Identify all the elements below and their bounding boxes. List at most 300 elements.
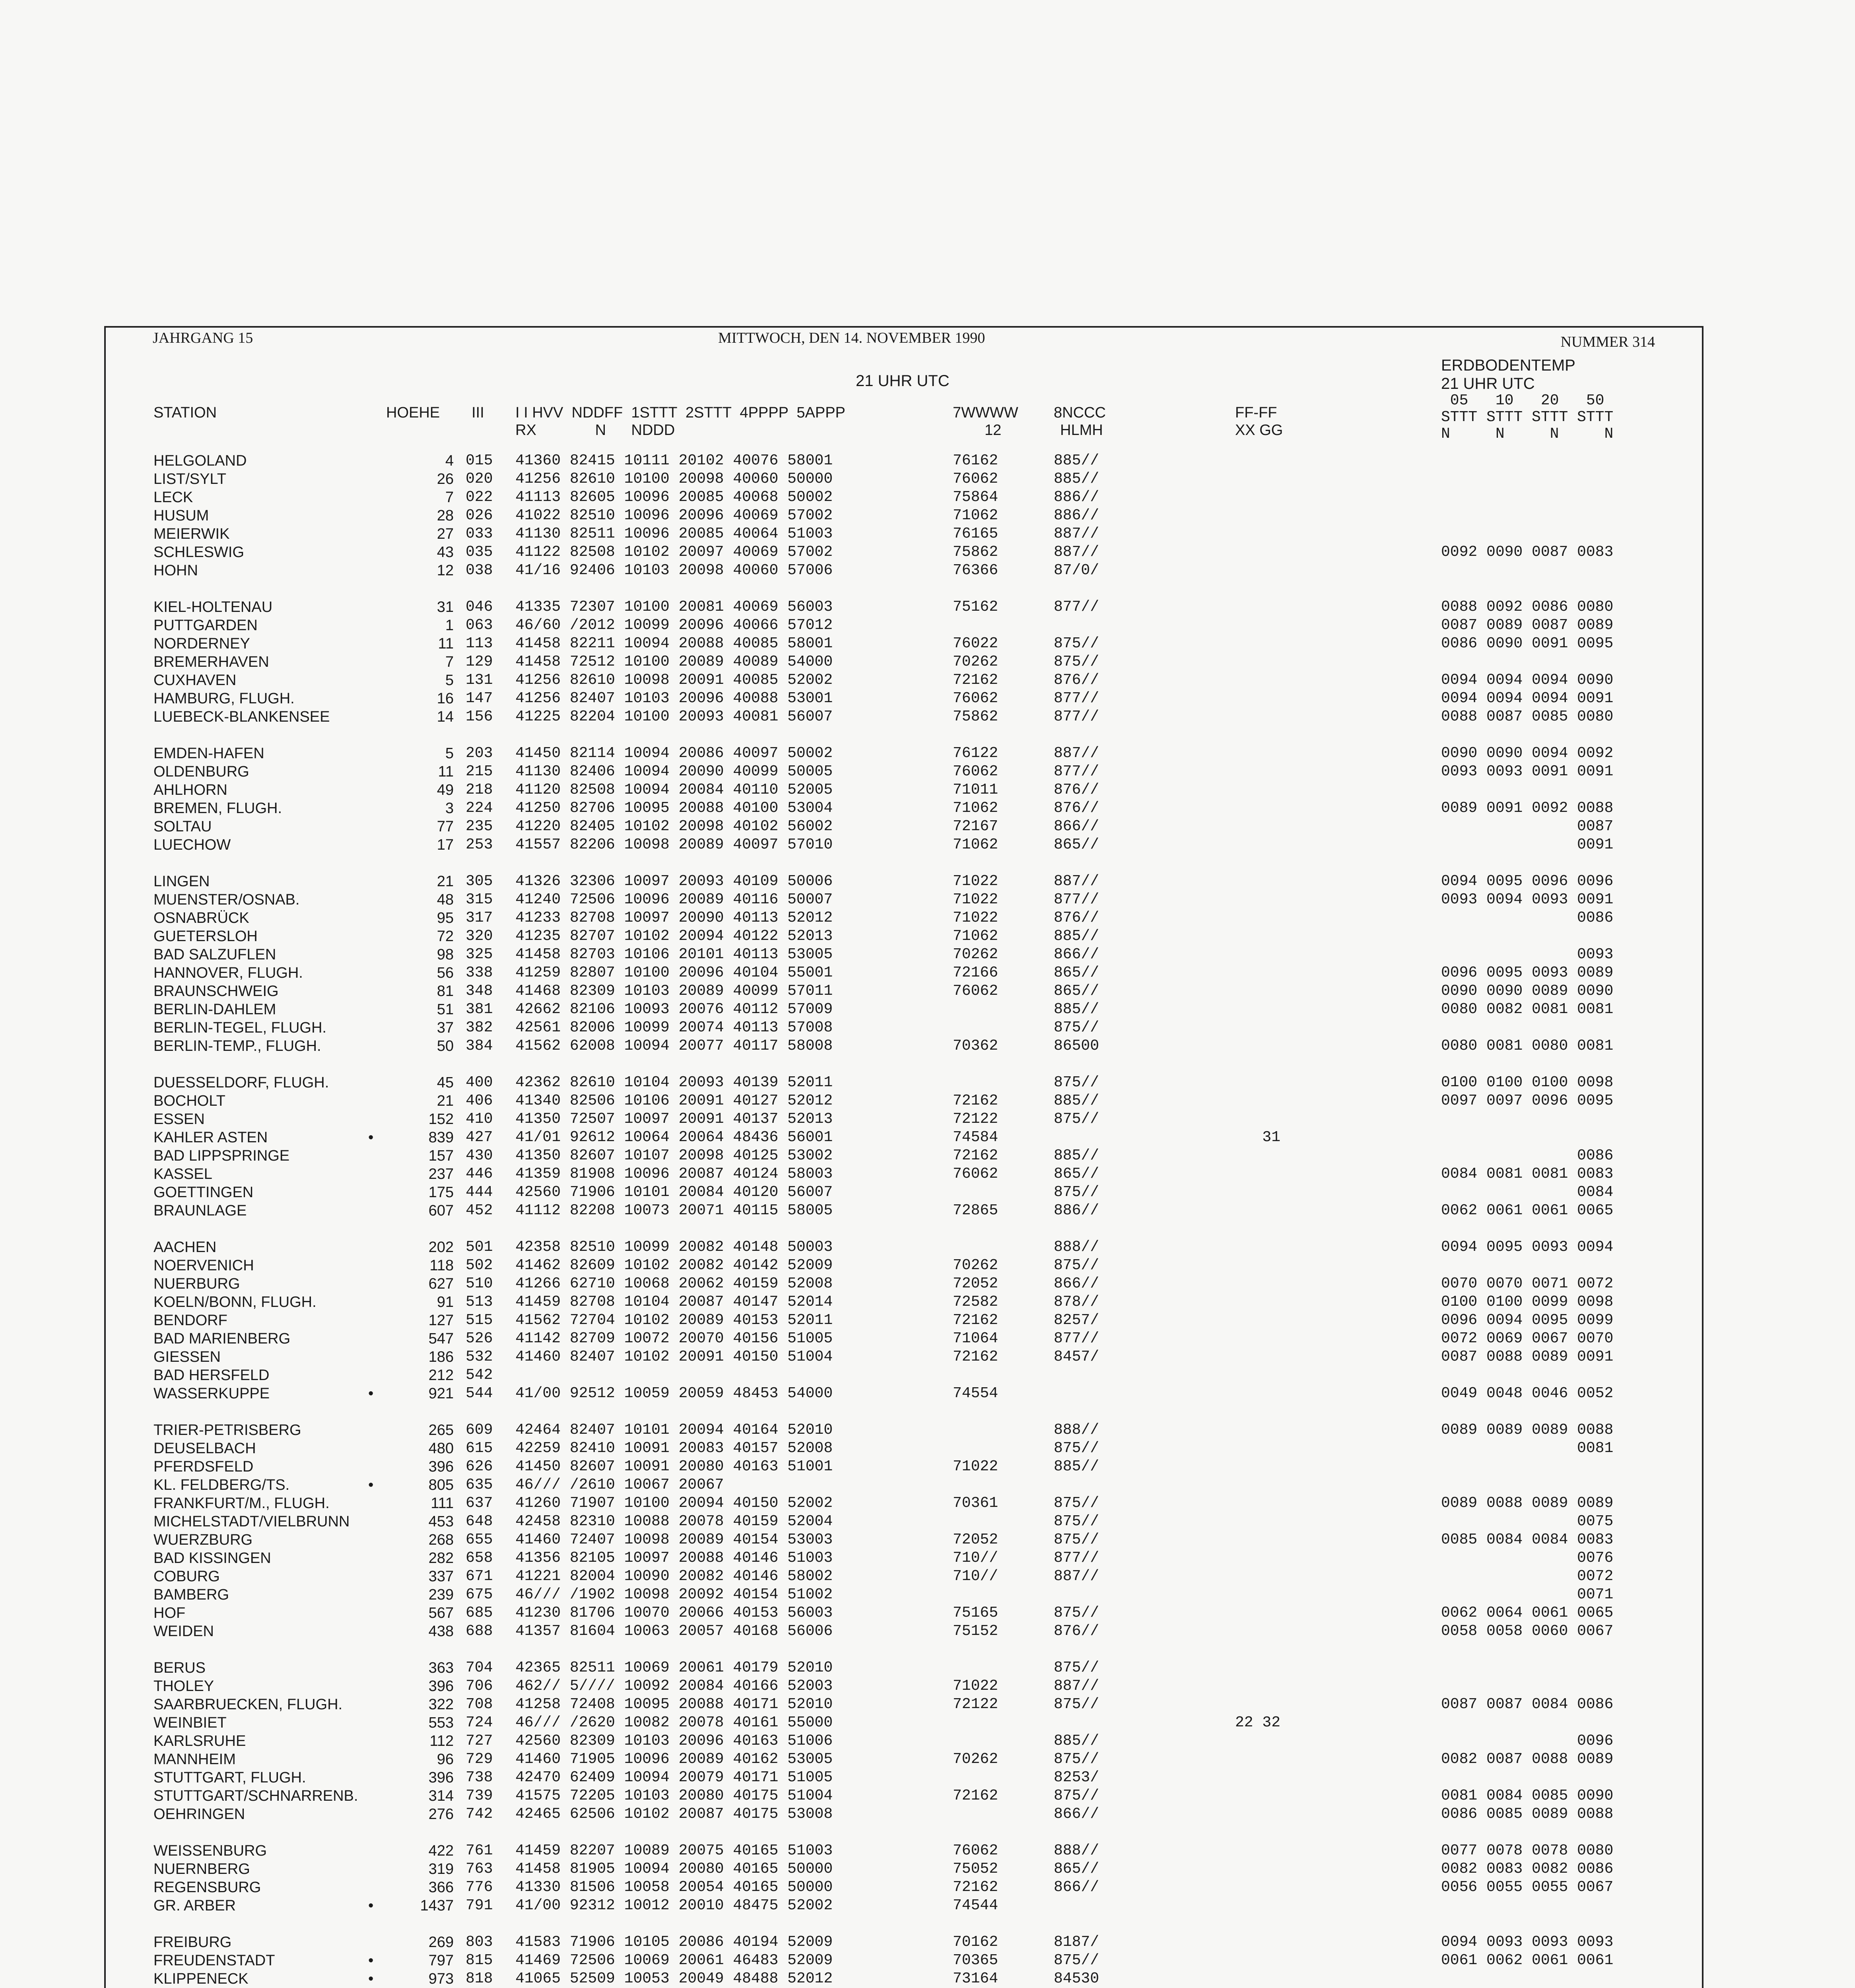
synop-groups: 41340 82506 10106 20091 40127 52012 <box>515 1092 833 1109</box>
weather-group: 70262 <box>953 1257 998 1274</box>
table-row <box>106 1567 1702 1586</box>
station-id: 635 <box>466 1476 493 1493</box>
station-height: 56 <box>437 965 454 981</box>
col-iii: III <box>472 404 484 421</box>
weather-group: 70361 <box>953 1495 998 1512</box>
wind-gusts: 22 32 <box>1235 1714 1281 1731</box>
station-height: 239 <box>428 1586 454 1603</box>
station-name: BAD SALZUFLEN <box>153 946 276 963</box>
cloud-group: 875// <box>1054 1110 1099 1128</box>
cloud-group: 8457/ <box>1054 1348 1099 1365</box>
mountain-marker: • <box>368 1897 374 1914</box>
synop-groups: 42560 82309 10103 20096 40163 51006 <box>515 1732 833 1749</box>
cloud-group: 875// <box>1054 1696 1099 1713</box>
weather-group: 76062 <box>953 1165 998 1182</box>
station-id: 020 <box>466 470 493 487</box>
soil-temps: 0082 0087 0088 0089 <box>1441 1751 1614 1768</box>
weather-group: 71064 <box>953 1330 998 1347</box>
station-id: 742 <box>466 1806 493 1823</box>
cloud-group: 875// <box>1054 1074 1099 1091</box>
station-id: 338 <box>466 964 493 981</box>
table-row <box>106 507 1702 525</box>
soil-temps: 0094 0094 0094 0090 <box>1441 672 1614 689</box>
station-name: SOLTAU <box>153 818 212 835</box>
station-id: 615 <box>466 1440 493 1457</box>
station-id: 156 <box>466 708 493 725</box>
soil-temps: 0087 0089 0087 0089 <box>1441 617 1614 634</box>
station-height: 396 <box>428 1769 454 1786</box>
soil-temps: 0090 0090 0094 0092 <box>1441 745 1614 762</box>
synop-groups: 46/// /1902 10098 20092 40154 51002 <box>515 1586 833 1603</box>
table-row <box>106 1878 1702 1897</box>
table-row <box>106 927 1702 945</box>
weather-group: 72162 <box>953 672 998 689</box>
table-row <box>106 1732 1702 1750</box>
station-height: 31 <box>437 599 454 615</box>
station-id: 706 <box>466 1677 493 1695</box>
station-height: 322 <box>428 1696 454 1713</box>
cloud-group: 866// <box>1054 946 1099 963</box>
cloud-group: 887// <box>1054 1568 1099 1585</box>
station-id: 502 <box>466 1257 493 1274</box>
station-name: PFERDSFELD <box>153 1458 254 1475</box>
station-id: 708 <box>466 1696 493 1713</box>
table-row <box>106 1458 1702 1476</box>
station-name: GR. ARBER <box>153 1897 236 1914</box>
station-height: 72 <box>437 928 454 945</box>
soil-temps: 0090 0090 0089 0090 <box>1441 982 1614 1000</box>
station-name: LECK <box>153 489 193 506</box>
station-height: 95 <box>437 910 454 926</box>
synop-groups: 41459 82708 10104 20087 40147 52014 <box>515 1293 833 1310</box>
soil-temps: 0097 0097 0096 0095 <box>1441 1092 1614 1109</box>
table-row <box>106 525 1702 543</box>
station-name: LIST/SYLT <box>153 471 227 487</box>
station-name: GIESSEN <box>153 1349 221 1365</box>
station-id: 818 <box>466 1970 493 1987</box>
soil-temps: 0056 0055 0055 0067 <box>1441 1879 1614 1896</box>
soil-temps: 0089 0091 0092 0088 <box>1441 800 1614 817</box>
station-name: KARLSRUHE <box>153 1733 246 1749</box>
weather-group: 72582 <box>953 1293 998 1310</box>
soil-temps: 0096 0094 0095 0099 <box>1441 1312 1614 1329</box>
synop-groups: 41458 82703 10106 20101 40113 53005 <box>515 946 833 963</box>
cloud-group: 875// <box>1054 1952 1099 1969</box>
synop-groups: 41256 82610 10098 20091 40085 52002 <box>515 672 833 689</box>
cloud-group: 876// <box>1054 1623 1099 1640</box>
synop-groups: 41225 82204 10100 20093 40081 56007 <box>515 708 833 725</box>
cloud-group: 885// <box>1054 1732 1099 1749</box>
station-name: BERUS <box>153 1660 206 1676</box>
synop-groups: 462// 5//// 10092 20084 40166 52003 <box>515 1677 833 1695</box>
soil-temps: 0070 0070 0071 0072 <box>1441 1275 1614 1292</box>
table-row <box>106 1037 1702 1055</box>
synop-groups: 42464 82407 10101 20094 40164 52010 <box>515 1421 833 1439</box>
station-id: 215 <box>466 763 493 780</box>
station-id: 147 <box>466 690 493 707</box>
col-wwww-sub: 12 <box>985 422 1002 439</box>
station-name: KLIPPENECK <box>153 1971 249 1987</box>
synop-groups: 41220 82405 10102 20098 40102 56002 <box>515 818 833 835</box>
soil-temps: 0086 <box>1441 909 1614 926</box>
synop-groups: 41450 82607 10091 20080 40163 51001 <box>515 1458 833 1475</box>
table-row <box>106 635 1702 653</box>
report-number: NUMMER 314 <box>1560 334 1655 350</box>
soil-temps: 0076 <box>1441 1549 1614 1567</box>
station-id: 015 <box>466 452 493 469</box>
soil-temps: 0094 0095 0096 0096 <box>1441 873 1614 890</box>
synop-groups: 41350 82607 10107 20098 40125 53002 <box>515 1147 833 1164</box>
station-id: 382 <box>466 1019 493 1036</box>
station-id: 727 <box>466 1732 493 1749</box>
soil-temps: 0061 0062 0061 0061 <box>1441 1952 1614 1969</box>
station-id: 129 <box>466 653 493 670</box>
soil-temps: 0058 0058 0060 0067 <box>1441 1623 1614 1640</box>
station-id: 224 <box>466 800 493 817</box>
synop-groups: 42458 82310 10088 20078 40159 52004 <box>515 1513 833 1530</box>
synop-groups: 41/16 92406 10103 20098 40060 57006 <box>515 562 833 579</box>
soil-temps: 0084 0081 0081 0083 <box>1441 1165 1614 1182</box>
soil-temps: 0087 <box>1441 818 1614 835</box>
synop-groups: 41575 72205 10103 20080 40175 51004 <box>515 1787 833 1804</box>
cloud-group: 876// <box>1054 781 1099 798</box>
table-row <box>106 1933 1702 1951</box>
main-time: 21 UHR UTC <box>856 372 950 390</box>
synop-groups: 41256 82610 10100 20098 40060 50000 <box>515 470 833 487</box>
station-id: 501 <box>466 1239 493 1256</box>
cloud-group: 865// <box>1054 964 1099 981</box>
station-name: BRAUNSCHWEIG <box>153 983 279 1000</box>
station-height: 797 <box>428 1952 454 1969</box>
synop-groups: 41260 71907 10100 20094 40150 52002 <box>515 1495 833 1512</box>
soil-temps: 0100 0100 0099 0098 <box>1441 1293 1614 1310</box>
station-height: 96 <box>437 1751 454 1768</box>
cloud-group: 866// <box>1054 1879 1099 1896</box>
station-name: MEIERWIK <box>153 526 230 542</box>
station-id: 046 <box>466 598 493 615</box>
cloud-group: 875// <box>1054 1019 1099 1036</box>
station-height: 112 <box>429 1733 454 1749</box>
table-row <box>106 1128 1702 1147</box>
station-height: 45 <box>437 1074 454 1091</box>
soil-temps: 0075 <box>1441 1513 1614 1530</box>
synop-groups: 41335 72307 10100 20081 40069 56003 <box>515 598 833 615</box>
weather-group: 70162 <box>953 1934 998 1951</box>
table-row <box>106 1421 1702 1439</box>
station-height: 175 <box>428 1184 454 1201</box>
station-name: OEHRINGEN <box>153 1806 245 1823</box>
wind-gusts: 31 <box>1235 1129 1281 1146</box>
weather-group: 72052 <box>953 1275 998 1292</box>
soil-temps: 0092 0090 0087 0083 <box>1441 544 1614 561</box>
soil-temps: 0086 <box>1441 1147 1614 1164</box>
cloud-group: 86500 <box>1054 1037 1099 1054</box>
station-id: 452 <box>466 1202 493 1219</box>
table-row <box>106 1147 1702 1165</box>
station-height: 314 <box>428 1788 454 1804</box>
table-row <box>106 1183 1702 1202</box>
weather-group: 70362 <box>953 1037 998 1054</box>
weather-group: 75162 <box>953 598 998 615</box>
station-name: HANNOVER, FLUGH. <box>153 965 303 981</box>
station-name: BAD KISSINGEN <box>153 1550 271 1567</box>
table-row <box>106 671 1702 689</box>
cloud-group: 84530 <box>1054 1970 1099 1987</box>
station-height: 567 <box>428 1605 454 1621</box>
erdboden-time: 21 UHR UTC <box>1441 375 1535 392</box>
cloud-group: 885// <box>1054 470 1099 487</box>
weather-group: 75152 <box>953 1623 998 1640</box>
station-id: 803 <box>466 1934 493 1951</box>
table-row <box>106 1677 1702 1695</box>
table-row <box>106 1604 1702 1622</box>
synop-groups: 41250 82706 10095 20088 40100 53004 <box>515 800 833 817</box>
erdboden-header <box>1441 356 1575 393</box>
cloud-group: 885// <box>1054 928 1099 945</box>
station-id: 637 <box>466 1495 493 1512</box>
cloud-group: 877// <box>1054 1549 1099 1567</box>
station-name: OSNABRÜCK <box>153 910 249 926</box>
station-name: HELGOLAND <box>153 452 247 469</box>
station-height: 212 <box>428 1367 454 1384</box>
station-id: 113 <box>466 635 493 652</box>
table-row <box>106 1384 1702 1403</box>
station-name: NORDERNEY <box>153 635 250 652</box>
cloud-group: 875// <box>1054 1604 1099 1621</box>
cloud-group: 885// <box>1054 1458 1099 1475</box>
station-name: BERLIN-DAHLEM <box>153 1001 276 1018</box>
station-id: 738 <box>466 1769 493 1786</box>
soil-temps: 0080 0081 0080 0081 <box>1441 1037 1614 1054</box>
soil-temps: 0086 0090 0091 0095 <box>1441 635 1614 652</box>
station-id: 063 <box>466 617 493 634</box>
synop-groups: 42358 82510 10099 20082 40148 50003 <box>515 1239 833 1256</box>
synop-groups: 42259 82410 10091 20083 40157 52008 <box>515 1440 833 1457</box>
cloud-group: 875// <box>1054 1659 1099 1676</box>
table-row <box>106 488 1702 507</box>
station-name: TRIER-PETRISBERG <box>153 1422 301 1439</box>
station-height: 51 <box>437 1001 454 1018</box>
cloud-group: 887// <box>1054 873 1099 890</box>
synop-groups: 41130 82511 10096 20085 40064 51003 <box>515 525 833 542</box>
synop-groups: 41/00 92512 10059 20059 48453 54000 <box>515 1385 833 1402</box>
station-name: FREUDENSTADT <box>153 1952 275 1969</box>
table-row <box>106 1494 1702 1512</box>
table-row <box>106 1092 1702 1110</box>
table-row <box>106 1348 1702 1366</box>
col-groups: I I HVV NDDFF 1STTT 2STTT 4PPPP 5APPP <box>515 404 845 421</box>
cloud-group: 877// <box>1054 598 1099 615</box>
table-row <box>106 1512 1702 1531</box>
table-row <box>106 1238 1702 1256</box>
station-name: BERLIN-TEMP., FLUGH. <box>153 1038 321 1054</box>
table-row <box>106 452 1702 470</box>
station-name: BENDORF <box>153 1312 227 1329</box>
table-row <box>106 799 1702 817</box>
station-id: 384 <box>466 1037 493 1054</box>
synop-groups: 41113 82605 10096 20085 40068 50002 <box>515 489 833 506</box>
station-name: DEUSELBACH <box>153 1440 256 1457</box>
station-name: KAHLER ASTEN <box>153 1129 268 1146</box>
synop-groups: 41130 82406 10094 20090 40099 50005 <box>515 763 833 780</box>
table-row <box>106 1787 1702 1805</box>
cloud-group: 875// <box>1054 1787 1099 1804</box>
soil-temps: 0094 0095 0093 0094 <box>1441 1239 1614 1256</box>
synop-groups: 41359 81908 10096 20087 40124 58003 <box>515 1165 833 1182</box>
station-id: 515 <box>466 1312 493 1329</box>
cloud-group: 888// <box>1054 1421 1099 1439</box>
synop-groups: 46/60 /2012 10099 20096 40066 57012 <box>515 617 833 634</box>
table-row <box>106 1659 1702 1677</box>
station-id: 038 <box>466 562 493 579</box>
table-row <box>106 543 1702 561</box>
cloud-group: 886// <box>1054 507 1099 524</box>
table-row <box>106 891 1702 909</box>
soil-temps: 0086 0085 0089 0088 <box>1441 1806 1614 1823</box>
table-row <box>106 470 1702 488</box>
cloud-group: 8187/ <box>1054 1934 1099 1951</box>
soil-temps: 0062 0064 0061 0065 <box>1441 1604 1614 1621</box>
station-height: 157 <box>428 1147 454 1164</box>
station-id: 688 <box>466 1623 493 1640</box>
table-row <box>106 1000 1702 1019</box>
weather-group: 71062 <box>953 507 998 524</box>
station-id: 035 <box>466 544 493 561</box>
station-height: 607 <box>428 1202 454 1219</box>
station-height: 7 <box>445 489 454 506</box>
station-id: 235 <box>466 818 493 835</box>
cloud-group: 866// <box>1054 1275 1099 1292</box>
station-height: 152 <box>428 1111 454 1128</box>
weather-group: 71022 <box>953 1458 998 1475</box>
cloud-group: 886// <box>1054 1202 1099 1219</box>
synop-groups: 41/01 92612 10064 20064 48436 56001 <box>515 1129 833 1146</box>
station-name: BAD HERSFELD <box>153 1367 270 1384</box>
table-row <box>106 1202 1702 1220</box>
weather-group: 72166 <box>953 964 998 981</box>
weather-group: 74544 <box>953 1897 998 1914</box>
weather-group: 72162 <box>953 1312 998 1329</box>
station-height: 26 <box>437 471 454 487</box>
table-row <box>106 1275 1702 1293</box>
station-id: 400 <box>466 1074 493 1091</box>
station-id: 218 <box>466 781 493 798</box>
soil-temps: 0049 0048 0046 0052 <box>1441 1385 1614 1402</box>
station-height: 269 <box>428 1934 454 1951</box>
station-id: 381 <box>466 1001 493 1018</box>
synop-groups: 42365 82511 10069 20061 40179 52010 <box>515 1659 833 1676</box>
station-height: 337 <box>428 1568 454 1585</box>
station-height: 396 <box>428 1458 454 1475</box>
synop-groups: 41460 82407 10102 20091 40150 51004 <box>515 1348 833 1365</box>
station-height: 7 <box>445 654 454 670</box>
weather-group: 72122 <box>953 1110 998 1128</box>
synop-groups: 41258 72408 10095 20088 40171 52010 <box>515 1696 833 1713</box>
cloud-group: 875// <box>1054 1495 1099 1512</box>
synop-groups: 41356 82105 10097 20088 40146 51003 <box>515 1549 833 1567</box>
mountain-marker: • <box>368 1952 374 1969</box>
synop-groups: 41458 82211 10094 20088 40085 58001 <box>515 635 833 652</box>
station-height: 21 <box>437 873 454 890</box>
station-height: 127 <box>428 1312 454 1329</box>
col-eb-n: N N N N <box>1441 425 1614 443</box>
weather-group: 710// <box>953 1568 998 1585</box>
soil-temps: 0094 0093 0093 0093 <box>1441 1934 1614 1951</box>
cloud-group: 875// <box>1054 1257 1099 1274</box>
station-id: 544 <box>466 1385 493 1402</box>
synop-groups: 42561 82006 10099 20074 40113 57008 <box>515 1019 833 1036</box>
station-height: 11 <box>438 763 454 780</box>
station-name: BAD LIPPSPRINGE <box>153 1147 290 1164</box>
station-height: 50 <box>437 1038 454 1054</box>
station-id: 253 <box>466 836 493 853</box>
station-id: 671 <box>466 1568 493 1585</box>
weather-group: 71062 <box>953 800 998 817</box>
synop-groups: 41/00 92312 10012 20010 48475 52002 <box>515 1897 833 1914</box>
station-id: 685 <box>466 1604 493 1621</box>
table-row <box>106 781 1702 799</box>
col-eb-stt: STTT STTT STTT STTT <box>1441 409 1614 426</box>
station-id: 406 <box>466 1092 493 1109</box>
weather-group: 72122 <box>953 1696 998 1713</box>
col-hoehe: HOEHE <box>386 404 440 421</box>
station-name: SAARBRUECKEN, FLUGH. <box>153 1696 343 1713</box>
station-name: EMDEN-HAFEN <box>153 745 264 762</box>
station-height: 4 <box>445 452 454 469</box>
cloud-group: 866// <box>1054 1806 1099 1823</box>
station-id: 739 <box>466 1787 493 1804</box>
cloud-group: 875// <box>1054 1440 1099 1457</box>
cloud-group: 875// <box>1054 1751 1099 1768</box>
cloud-group: 865// <box>1054 1860 1099 1877</box>
station-height: 16 <box>437 690 454 707</box>
soil-temps: 0100 0100 0100 0098 <box>1441 1074 1614 1091</box>
weather-group: 70262 <box>953 1751 998 1768</box>
station-height: 21 <box>437 1093 454 1109</box>
station-name: COBURG <box>153 1568 220 1585</box>
station-height: 453 <box>428 1513 454 1530</box>
table-row <box>106 653 1702 671</box>
station-id: 026 <box>466 507 493 524</box>
col-groups-sub: RX N NDDD <box>515 422 675 439</box>
synop-groups: 41120 82508 10094 20084 40110 52005 <box>515 781 833 798</box>
station-height: 48 <box>437 891 454 908</box>
station-id: 022 <box>466 489 493 506</box>
cloud-group: 8257/ <box>1054 1312 1099 1329</box>
station-height: 805 <box>428 1477 454 1493</box>
station-name: LUECHOW <box>153 837 231 853</box>
weather-group: 76062 <box>953 763 998 780</box>
station-height: 186 <box>428 1349 454 1365</box>
weather-group: 76062 <box>953 982 998 1000</box>
station-id: 305 <box>466 873 493 890</box>
table-row <box>106 561 1702 580</box>
weather-group: 76062 <box>953 690 998 707</box>
table-row <box>106 1330 1702 1348</box>
weather-group: 70262 <box>953 946 998 963</box>
synop-groups: 41350 72507 10097 20091 40137 52013 <box>515 1110 833 1128</box>
station-height: 237 <box>428 1166 454 1182</box>
station-name: MICHELSTADT/VIELBRUNN <box>153 1513 350 1530</box>
cloud-group: 888// <box>1054 1239 1099 1256</box>
weather-group: 71022 <box>953 873 998 890</box>
station-id: 444 <box>466 1184 493 1201</box>
station-height: 480 <box>428 1440 454 1457</box>
station-height: 268 <box>428 1532 454 1548</box>
station-id: 658 <box>466 1549 493 1567</box>
station-name: NUERNBERG <box>153 1861 250 1877</box>
weather-group: 71022 <box>953 891 998 908</box>
